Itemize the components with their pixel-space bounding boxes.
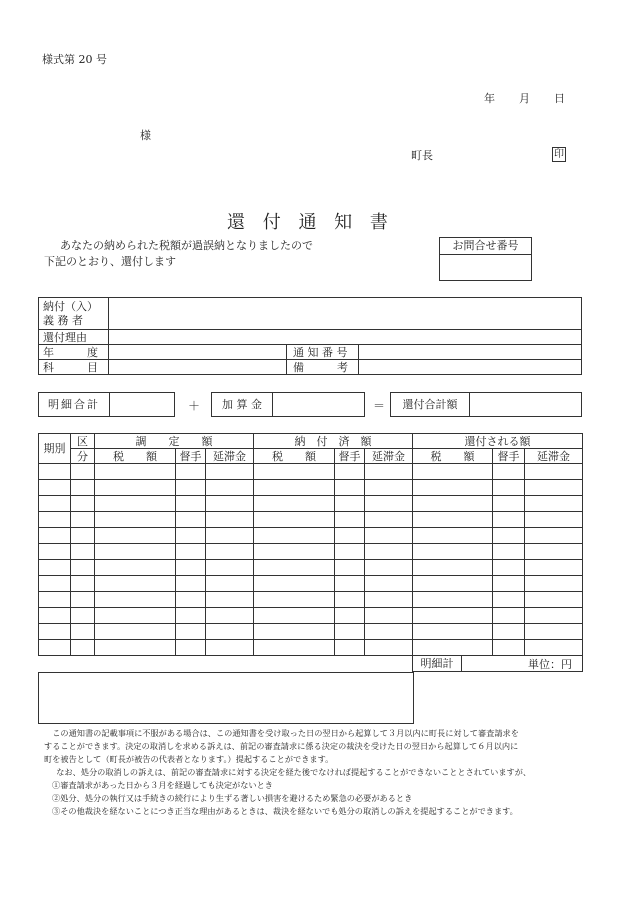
- table-cell[interactable]: [39, 624, 71, 640]
- notice-line: することができます。決定の取消しを求める訴えは、前記の審査請求に係る決定の裁決を受けた日の翌日から起算して６月以内に: [44, 741, 519, 751]
- table-cell[interactable]: [176, 512, 206, 528]
- memo-box[interactable]: [38, 672, 414, 724]
- table-cell[interactable]: [95, 544, 176, 560]
- remarks-label: 備 考: [287, 360, 359, 375]
- table-cell[interactable]: [365, 576, 413, 592]
- table-cell[interactable]: [335, 464, 365, 480]
- table-cell[interactable]: [206, 608, 254, 624]
- notice-line: 町を被告として（町長が被告の代表者となります。）提起することができます。: [44, 754, 334, 764]
- table-cell[interactable]: [365, 464, 413, 480]
- table-cell[interactable]: [39, 608, 71, 624]
- table-cell[interactable]: [95, 608, 176, 624]
- refund-amount-header: 還付される額: [413, 434, 583, 449]
- table-cell[interactable]: [493, 496, 525, 512]
- table-cell[interactable]: [95, 560, 176, 576]
- table-cell[interactable]: [39, 512, 71, 528]
- detail-total-box: [38, 392, 175, 417]
- detail-rows: [39, 464, 583, 656]
- table-cell[interactable]: [39, 528, 71, 544]
- assessed-amount-header: 調 定 額: [95, 434, 254, 449]
- refund-tax-header: 税 額: [413, 449, 493, 464]
- table-cell[interactable]: [39, 480, 71, 496]
- table-cell[interactable]: [493, 576, 525, 592]
- table-cell[interactable]: [39, 464, 71, 480]
- table-cell[interactable]: [365, 528, 413, 544]
- remarks-field[interactable]: [359, 360, 582, 375]
- table-cell[interactable]: [206, 528, 254, 544]
- table-cell[interactable]: [413, 576, 493, 592]
- table-cell[interactable]: [525, 496, 583, 512]
- table-cell[interactable]: [176, 576, 206, 592]
- table-cell[interactable]: [254, 464, 335, 480]
- table-cell[interactable]: [254, 576, 335, 592]
- notice-number-label: 通 知 番 号: [287, 345, 359, 360]
- table-cell[interactable]: [493, 528, 525, 544]
- additional-amount-field[interactable]: [273, 393, 364, 416]
- table-cell[interactable]: [95, 576, 176, 592]
- payer-info-table: [38, 297, 582, 375]
- table-cell[interactable]: [71, 528, 95, 544]
- table-cell[interactable]: [176, 560, 206, 576]
- additional-amount-label: 加 算 金: [212, 393, 273, 416]
- table-cell[interactable]: [525, 528, 583, 544]
- table-row: [39, 464, 583, 480]
- table-row: [39, 480, 583, 496]
- intro-line-1: あなたの納められた税額が過誤納となりましたので: [60, 239, 313, 252]
- equals-sign: ＝: [373, 399, 386, 413]
- table-cell[interactable]: [176, 608, 206, 624]
- table-cell[interactable]: [525, 592, 583, 608]
- table-cell[interactable]: [413, 592, 493, 608]
- payer-label-line-1: 納付（入）: [43, 299, 98, 313]
- date-month-label: 月: [519, 92, 530, 105]
- fiscal-year-field[interactable]: [109, 345, 287, 360]
- notice-number-field[interactable]: [359, 345, 582, 360]
- table-cell[interactable]: [95, 480, 176, 496]
- inquiry-number-box: [439, 237, 532, 281]
- table-cell[interactable]: [176, 592, 206, 608]
- table-cell[interactable]: [335, 640, 365, 656]
- table-cell[interactable]: [206, 624, 254, 640]
- table-cell[interactable]: [365, 640, 413, 656]
- table-cell[interactable]: [525, 560, 583, 576]
- table-cell[interactable]: [176, 544, 206, 560]
- addressee-suffix: 様: [140, 129, 151, 142]
- refund-reason-field[interactable]: [109, 330, 582, 345]
- table-cell[interactable]: [254, 624, 335, 640]
- issuer-title: 町長: [411, 149, 433, 162]
- notice-line: ①審査請求があった日から３月を経過しても決定がないとき: [52, 780, 273, 790]
- refund-total-label: 還付合計額: [391, 393, 470, 416]
- table-cell[interactable]: [95, 464, 176, 480]
- table-cell[interactable]: [95, 528, 176, 544]
- table-cell[interactable]: [335, 512, 365, 528]
- refund-detail-table: [38, 433, 583, 672]
- table-cell[interactable]: [95, 640, 176, 656]
- refund-dunning-header: 督手: [493, 449, 525, 464]
- table-cell[interactable]: [95, 624, 176, 640]
- payer-field[interactable]: [109, 298, 582, 330]
- refund-reason-label: 還付理由: [39, 330, 109, 345]
- table-cell[interactable]: [525, 464, 583, 480]
- detail-total-field[interactable]: [110, 393, 174, 416]
- table-cell[interactable]: [413, 512, 493, 528]
- table-cell[interactable]: [176, 640, 206, 656]
- appeal-notice: [44, 727, 531, 818]
- table-row: [39, 576, 583, 592]
- table-cell[interactable]: [71, 464, 95, 480]
- category-header-top: 区: [71, 434, 95, 449]
- table-cell[interactable]: [335, 480, 365, 496]
- table-cell[interactable]: [176, 528, 206, 544]
- table-cell[interactable]: [39, 560, 71, 576]
- paid-amount-header: 納 付 済 額: [254, 434, 413, 449]
- table-cell[interactable]: [413, 560, 493, 576]
- notice-line: この通知書の記載事項に不服がある場合は、この通知書を受け取った日の翌日から起算して３月以内に町長に対して審査請求を: [44, 728, 519, 738]
- table-cell[interactable]: [335, 544, 365, 560]
- table-cell[interactable]: [365, 624, 413, 640]
- table-cell[interactable]: [206, 560, 254, 576]
- table-cell[interactable]: [206, 464, 254, 480]
- assessed-tax-header: 税 額: [95, 449, 176, 464]
- assessed-dunning-header: 督手: [176, 449, 206, 464]
- notice-line: なお、処分の取消しの訴えは、前記の審査請求に対する決定を経た後でなければ提起することができないこととされていますが、: [48, 767, 532, 777]
- table-cell[interactable]: [206, 480, 254, 496]
- table-cell[interactable]: [413, 640, 493, 656]
- table-cell[interactable]: [413, 480, 493, 496]
- table-row: [39, 496, 583, 512]
- inquiry-number-field[interactable]: [440, 255, 531, 282]
- table-cell[interactable]: [71, 560, 95, 576]
- notice-line: ②処分、処分の執行又は手続きの続行により生ずる著しい損害を避けるため緊急の必要があるとき: [52, 793, 413, 803]
- table-cell[interactable]: [365, 592, 413, 608]
- refund-total-box: [390, 392, 582, 417]
- seal-mark: 印: [554, 149, 564, 160]
- table-cell[interactable]: [525, 544, 583, 560]
- table-cell[interactable]: [71, 624, 95, 640]
- table-cell[interactable]: [176, 480, 206, 496]
- table-cell[interactable]: [39, 576, 71, 592]
- intro-line-2: 下記のとおり、還付します: [44, 255, 176, 268]
- subject-label: 科 目: [39, 360, 109, 375]
- category-header-bottom: 分: [71, 449, 95, 464]
- payer-label: [39, 298, 109, 330]
- table-cell[interactable]: [176, 496, 206, 512]
- table-cell[interactable]: [254, 592, 335, 608]
- table-cell[interactable]: [71, 512, 95, 528]
- inquiry-number-label: お問合せ番号: [440, 238, 531, 255]
- table-cell[interactable]: [413, 544, 493, 560]
- payer-label-line-2: 義 務 者: [43, 313, 83, 327]
- refund-total-field[interactable]: [470, 393, 581, 416]
- table-cell[interactable]: [413, 464, 493, 480]
- table-cell[interactable]: [493, 608, 525, 624]
- table-cell[interactable]: [176, 624, 206, 640]
- table-cell[interactable]: [413, 608, 493, 624]
- paid-tax-header: 税 額: [254, 449, 335, 464]
- table-row: [39, 528, 583, 544]
- table-cell[interactable]: [335, 560, 365, 576]
- table-cell[interactable]: [335, 576, 365, 592]
- table-cell[interactable]: [39, 592, 71, 608]
- table-cell[interactable]: [206, 512, 254, 528]
- table-row: [39, 624, 583, 640]
- table-cell[interactable]: [413, 496, 493, 512]
- table-cell[interactable]: [254, 528, 335, 544]
- table-cell[interactable]: [206, 640, 254, 656]
- table-cell[interactable]: [254, 544, 335, 560]
- table-cell[interactable]: [365, 608, 413, 624]
- table-cell[interactable]: [525, 640, 583, 656]
- unit-label: 単位：円: [528, 658, 572, 671]
- table-cell[interactable]: [493, 512, 525, 528]
- table-row: [39, 544, 583, 560]
- date-year-label: 年: [484, 92, 495, 105]
- table-cell[interactable]: [39, 544, 71, 560]
- form-number: 様式第 20 号: [42, 53, 107, 66]
- table-cell[interactable]: [95, 512, 176, 528]
- notice-line: ③その他裁決を経ないことにつき正当な理由があるときは、裁決を経ないでも処分の取消しの訴えを提起することができます。: [52, 806, 518, 816]
- table-cell[interactable]: [365, 496, 413, 512]
- table-cell[interactable]: [254, 496, 335, 512]
- table-cell[interactable]: [525, 576, 583, 592]
- table-cell[interactable]: [95, 592, 176, 608]
- table-cell[interactable]: [71, 592, 95, 608]
- table-cell[interactable]: [71, 576, 95, 592]
- table-cell[interactable]: [206, 576, 254, 592]
- paid-late-fee-header: 延滞金: [365, 449, 413, 464]
- table-cell[interactable]: [493, 480, 525, 496]
- detail-total-label: 明細合計: [39, 393, 110, 416]
- table-cell[interactable]: [71, 496, 95, 512]
- table-cell[interactable]: [365, 560, 413, 576]
- table-cell[interactable]: [335, 528, 365, 544]
- table-row: [39, 560, 583, 576]
- table-cell[interactable]: [365, 512, 413, 528]
- table-cell[interactable]: [71, 480, 95, 496]
- table-cell[interactable]: [335, 592, 365, 608]
- table-cell[interactable]: [335, 624, 365, 640]
- table-cell[interactable]: [206, 544, 254, 560]
- refund-late-fee-header: 延滞金: [525, 449, 583, 464]
- table-row: [39, 640, 583, 656]
- table-cell[interactable]: [335, 496, 365, 512]
- subject-field[interactable]: [109, 360, 287, 375]
- table-cell[interactable]: [254, 608, 335, 624]
- table-cell[interactable]: [39, 496, 71, 512]
- table-cell[interactable]: [493, 640, 525, 656]
- table-cell[interactable]: [413, 624, 493, 640]
- table-cell[interactable]: [525, 624, 583, 640]
- period-header: 期別: [39, 434, 71, 464]
- table-cell[interactable]: [525, 608, 583, 624]
- table-row: [39, 512, 583, 528]
- plus-sign: ＋: [188, 399, 201, 413]
- table-cell[interactable]: [413, 528, 493, 544]
- table-cell[interactable]: [493, 592, 525, 608]
- table-cell[interactable]: [335, 608, 365, 624]
- table-cell[interactable]: [206, 496, 254, 512]
- date-day-label: 日: [554, 92, 565, 105]
- additional-amount-box: [211, 392, 365, 417]
- table-cell[interactable]: [493, 560, 525, 576]
- table-cell[interactable]: [493, 624, 525, 640]
- table-cell[interactable]: [254, 560, 335, 576]
- table-cell[interactable]: [71, 544, 95, 560]
- table-row: [39, 608, 583, 624]
- table-cell[interactable]: [365, 544, 413, 560]
- table-cell[interactable]: [71, 640, 95, 656]
- detail-sum-spacer: [39, 656, 413, 672]
- table-cell[interactable]: [206, 592, 254, 608]
- table-cell[interactable]: [525, 480, 583, 496]
- table-cell[interactable]: [365, 480, 413, 496]
- table-cell[interactable]: [254, 512, 335, 528]
- table-cell[interactable]: [254, 480, 335, 496]
- fiscal-year-label: 年 度: [39, 345, 109, 360]
- table-cell[interactable]: [254, 640, 335, 656]
- table-cell[interactable]: [493, 544, 525, 560]
- table-cell[interactable]: [525, 512, 583, 528]
- table-cell[interactable]: [95, 496, 176, 512]
- detail-sum-label: 明細計: [413, 656, 462, 671]
- table-row: [39, 592, 583, 608]
- table-cell[interactable]: [71, 608, 95, 624]
- assessed-late-fee-header: 延滞金: [206, 449, 254, 464]
- document-title: 還 付 通 知 書: [227, 212, 394, 233]
- paid-dunning-header: 督手: [335, 449, 365, 464]
- table-cell[interactable]: [39, 640, 71, 656]
- table-cell[interactable]: [493, 464, 525, 480]
- table-cell[interactable]: [176, 464, 206, 480]
